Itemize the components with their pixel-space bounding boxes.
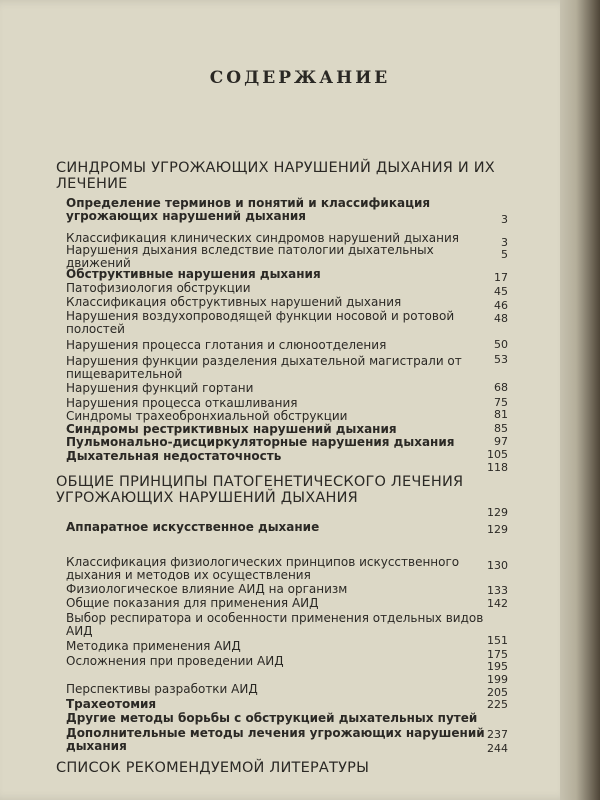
toc-entry: Методика применения АИД <box>66 639 241 653</box>
toc-page-number: 97 <box>494 435 508 448</box>
toc-page-number: 130 <box>487 559 508 572</box>
toc-page-number: 5 <box>501 248 508 261</box>
toc-entry: Нарушения дыхания вследствие патологии дыхательных движений <box>66 243 434 270</box>
toc-entry: Синдромы рестриктивных нарушений дыхания <box>66 422 397 436</box>
toc-page-number: 53 <box>494 353 508 366</box>
toc-entry: Трахеотомия <box>66 697 157 711</box>
toc-section: СПИСОК РЕКОМЕНДУЕМОЙ ЛИТЕРАТУРЫ <box>56 760 370 776</box>
toc-entry: Физиологическое влияние АИД на организм <box>66 582 348 596</box>
toc-entry: Классификация обструктивных нарушений дыхания <box>66 295 402 309</box>
toc-page-number: 85 <box>494 422 508 435</box>
toc-page-number: 75 <box>494 396 508 409</box>
toc-page-number: 142 <box>487 597 508 610</box>
toc-entry: Нарушения функций гортани <box>66 381 254 395</box>
toc-page-number: 48 <box>494 312 508 325</box>
toc-page-number: 237 <box>487 728 508 741</box>
toc-entry: Классификация клинических синдромов нарушений дыхания <box>66 231 459 245</box>
toc-entry: Дополнительные методы лечения угрожающих нарушений дыхания <box>66 726 485 753</box>
toc-page-number: 50 <box>494 338 508 351</box>
toc-page-number: 118 <box>487 461 508 474</box>
toc-page-number: 3 <box>501 236 508 249</box>
toc-entry: Аппаратное искусственное дыхание <box>66 520 320 534</box>
toc-entry: Обструктивные нарушения дыхания <box>66 267 321 281</box>
contents-heading: СОДЕРЖАНИЕ <box>209 68 391 88</box>
toc-entry: Общие показания для применения АИД <box>66 596 319 610</box>
toc-page-number: 105 <box>487 448 508 461</box>
toc-page-number: 199 <box>487 673 508 686</box>
toc-page-number: 205 <box>487 686 508 699</box>
toc-page-number: 129 <box>487 506 508 519</box>
toc-page-number: 3 <box>501 213 508 226</box>
toc-page-number: 129 <box>487 523 508 536</box>
toc-entry: Дыхательная недостаточность <box>66 449 282 463</box>
toc-entry: Другие методы борьбы с обструкцией дыхательных путей <box>66 711 478 725</box>
toc-entry: Пульмонально-дисциркуляторные нарушения дыхания <box>66 435 455 449</box>
toc-page-number: 133 <box>487 584 508 597</box>
toc-entry: Классификация физиологических принципов искусственного дыхания и методов их осуществления <box>66 555 460 582</box>
toc-entry: Осложнения при проведении АИД <box>66 654 284 668</box>
toc-entry: Перспективы разработки АИД <box>66 682 258 696</box>
toc-page-number: 195 <box>487 660 508 673</box>
toc-entry: Нарушения функции разделения дыхательной магистрали от пищеварительной <box>66 354 462 381</box>
toc-page-number: 225 <box>487 698 508 711</box>
toc-entry: Выбор респиратора и особенности применения отдельных видов АИД <box>66 611 484 638</box>
toc-page-number: 244 <box>487 742 508 755</box>
toc-entry: Нарушения воздухопроводящей функции носовой и ротовой полостей <box>66 309 455 336</box>
toc-page-number: 81 <box>494 408 508 421</box>
toc-page-number: 68 <box>494 381 508 394</box>
toc-page-number: 175 <box>487 648 508 661</box>
toc-page-number: 151 <box>487 634 508 647</box>
book-spine-edge <box>560 0 600 800</box>
toc-entry: Нарушения процесса глотания и слюноотделения <box>66 338 387 352</box>
toc-page-number: 17 <box>494 271 508 284</box>
toc-entry: Нарушения процесса откашливания <box>66 396 298 410</box>
toc-page-number: 45 <box>494 285 508 298</box>
toc-entry: Определение терминов и понятий и классификация угрожающих нарушений дыхания <box>66 196 431 223</box>
toc-entry: Синдромы трахеобронхиальной обструкции <box>66 409 348 423</box>
toc-page-number: 46 <box>494 299 508 312</box>
toc-entry: Патофизиология обструкции <box>66 281 251 295</box>
toc-section: ОБЩИЕ ПРИНЦИПЫ ПАТОГЕНЕТИЧЕСКОГО ЛЕЧЕНИЯ УГРОЖАЮЩИХ НАРУШЕНИЙ ДЫХАНИЯ <box>56 474 464 506</box>
toc-section: СИНДРОМЫ УГРОЖАЮЩИХ НАРУШЕНИЙ ДЫХАНИЯ И ИХ ЛЕЧЕНИЕ <box>56 160 495 192</box>
